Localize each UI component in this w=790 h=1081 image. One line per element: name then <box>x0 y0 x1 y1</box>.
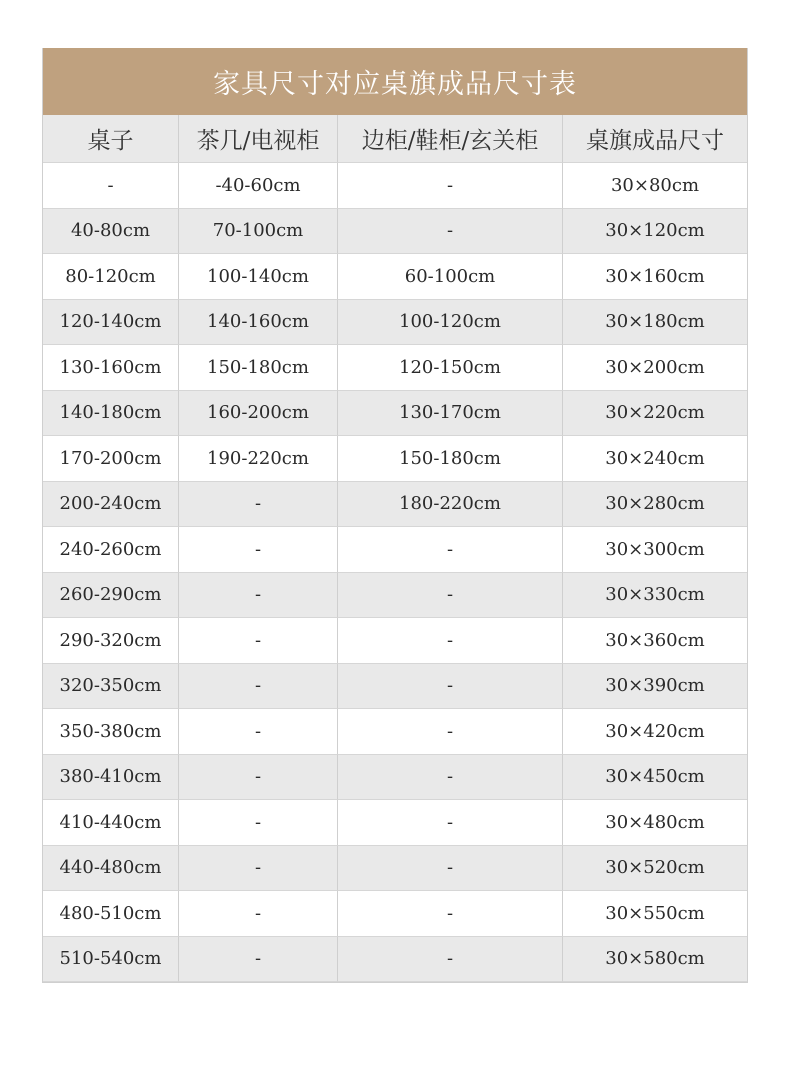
size-table <box>42 48 748 983</box>
coffee-table-size-cell: 100-140cm <box>179 254 338 300</box>
cabinet-size-cell: - <box>338 618 563 664</box>
coffee-table-size-cell: - <box>179 664 338 710</box>
coffee-table-size-cell: - <box>179 800 338 846</box>
table-size-cell: 240-260cm <box>43 527 179 573</box>
runner-size-cell: 30×120cm <box>563 209 747 255</box>
cabinet-size-cell: 60-100cm <box>338 254 563 300</box>
table-size-cell: 290-320cm <box>43 618 179 664</box>
table-size-cell: 440-480cm <box>43 846 179 892</box>
cabinet-size-cell: - <box>338 846 563 892</box>
table-title: 家具尺寸对应桌旗成品尺寸表 <box>43 48 747 115</box>
coffee-table-size-cell: 160-200cm <box>179 391 338 437</box>
cabinet-size-cell: - <box>338 209 563 255</box>
cabinet-size-cell: - <box>338 755 563 801</box>
runner-size-cell: 30×550cm <box>563 891 747 937</box>
cabinet-size-cell: - <box>338 709 563 755</box>
table-grid <box>43 115 747 982</box>
table-size-cell: 170-200cm <box>43 436 179 482</box>
header-side-shoe-entry-cabinet: 边柜/鞋柜/玄关柜 <box>338 115 563 163</box>
cabinet-size-cell: - <box>338 573 563 619</box>
coffee-table-size-cell: - <box>179 937 338 983</box>
cabinet-size-cell: 130-170cm <box>338 391 563 437</box>
cabinet-size-cell: 100-120cm <box>338 300 563 346</box>
coffee-table-size-cell: - <box>179 709 338 755</box>
runner-size-cell: 30×160cm <box>563 254 747 300</box>
runner-size-cell: 30×450cm <box>563 755 747 801</box>
table-size-cell: - <box>43 163 179 209</box>
runner-size-cell: 30×220cm <box>563 391 747 437</box>
table-size-cell: 200-240cm <box>43 482 179 528</box>
runner-size-cell: 30×330cm <box>563 573 747 619</box>
runner-size-cell: 30×300cm <box>563 527 747 573</box>
cabinet-size-cell: - <box>338 937 563 983</box>
runner-size-cell: 30×180cm <box>563 300 747 346</box>
coffee-table-size-cell: - <box>179 573 338 619</box>
cabinet-size-cell: - <box>338 891 563 937</box>
cabinet-size-cell: - <box>338 800 563 846</box>
runner-size-cell: 30×420cm <box>563 709 747 755</box>
runner-size-cell: 30×280cm <box>563 482 747 528</box>
table-size-cell: 130-160cm <box>43 345 179 391</box>
coffee-table-size-cell: - <box>179 846 338 892</box>
header-table: 桌子 <box>43 115 179 163</box>
runner-size-cell: 30×200cm <box>563 345 747 391</box>
cabinet-size-cell: 120-150cm <box>338 345 563 391</box>
coffee-table-size-cell: 70-100cm <box>179 209 338 255</box>
coffee-table-size-cell: 190-220cm <box>179 436 338 482</box>
coffee-table-size-cell: 150-180cm <box>179 345 338 391</box>
table-size-cell: 40-80cm <box>43 209 179 255</box>
coffee-table-size-cell: - <box>179 618 338 664</box>
table-size-cell: 410-440cm <box>43 800 179 846</box>
coffee-table-size-cell: - <box>179 891 338 937</box>
cabinet-size-cell: - <box>338 664 563 710</box>
coffee-table-size-cell: - <box>179 527 338 573</box>
runner-size-cell: 30×390cm <box>563 664 747 710</box>
coffee-table-size-cell: - <box>179 755 338 801</box>
header-runner-size: 桌旗成品尺寸 <box>563 115 747 163</box>
table-size-cell: 140-180cm <box>43 391 179 437</box>
table-size-cell: 350-380cm <box>43 709 179 755</box>
coffee-table-size-cell: 140-160cm <box>179 300 338 346</box>
table-size-cell: 260-290cm <box>43 573 179 619</box>
runner-size-cell: 30×360cm <box>563 618 747 664</box>
runner-size-cell: 30×480cm <box>563 800 747 846</box>
table-size-cell: 510-540cm <box>43 937 179 983</box>
runner-size-cell: 30×520cm <box>563 846 747 892</box>
runner-size-cell: 30×80cm <box>563 163 747 209</box>
runner-size-cell: 30×580cm <box>563 937 747 983</box>
coffee-table-size-cell: -40-60cm <box>179 163 338 209</box>
cabinet-size-cell: 180-220cm <box>338 482 563 528</box>
coffee-table-size-cell: - <box>179 482 338 528</box>
table-size-cell: 320-350cm <box>43 664 179 710</box>
table-size-cell: 380-410cm <box>43 755 179 801</box>
table-size-cell: 480-510cm <box>43 891 179 937</box>
runner-size-cell: 30×240cm <box>563 436 747 482</box>
cabinet-size-cell: 150-180cm <box>338 436 563 482</box>
table-size-cell: 80-120cm <box>43 254 179 300</box>
cabinet-size-cell: - <box>338 527 563 573</box>
table-size-cell: 120-140cm <box>43 300 179 346</box>
header-coffee-table-tv-cabinet: 茶几/电视柜 <box>179 115 338 163</box>
cabinet-size-cell: - <box>338 163 563 209</box>
